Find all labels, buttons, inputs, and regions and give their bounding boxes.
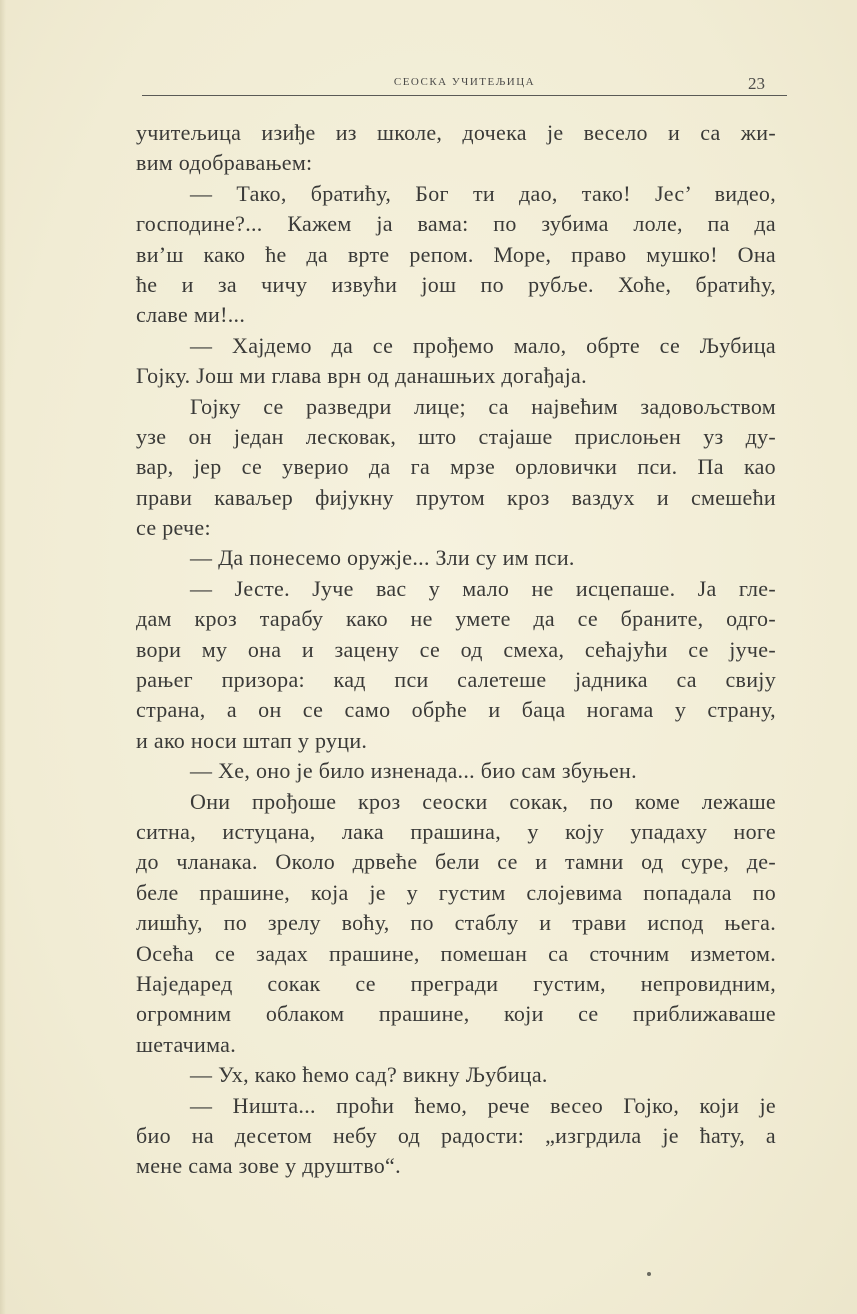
running-title: СЕОСКА УЧИТЕЉИЦА: [393, 76, 536, 88]
paper-speck: [647, 1272, 651, 1276]
text-line: се рече:: [136, 515, 211, 541]
page-number: 23: [748, 74, 765, 93]
text-line: био на десетом небу од радости: „изгрдила је ћату, а: [136, 1122, 776, 1148]
text-line: — Јесте. Јуче вас у мало не исцепаше. Ја гле-: [190, 575, 776, 601]
page-edge-shadow: [0, 0, 6, 1314]
running-head: [142, 74, 787, 94]
text-line: дам кроз тарабу како не умете да се браните, одго-: [136, 606, 776, 632]
text-line: страна, а он се само обрће и баца ногама у страну,: [136, 697, 776, 723]
text-line: — Ништа... проћи ћемо, рече весео Гојко, који је: [190, 1092, 776, 1118]
text-line: узе он један лесковак, што стајаше прислоњен уз ду-: [136, 423, 776, 449]
text-line: — Хајдемо да се прођемо мало, обрте се Љубица: [190, 332, 776, 358]
text-line: ви’ш како ће да врте репом. Море, право мушко! Она: [136, 241, 776, 267]
text-line: беле прашине, која је у густим слојевима попадала по: [136, 879, 776, 905]
text-line: Гојку. Још ми глава врн од данашњих догађаја.: [136, 363, 587, 389]
text-line: вим одобравањем:: [136, 150, 313, 176]
text-line: вар, јер се уверио да га мрзе орловички пси. Па као: [136, 454, 776, 480]
text-line: — Хе, оно је било изненада... био сам збуњен.: [190, 758, 637, 784]
text-line: Осећа се задах прашине, помешан са сточним изметом.: [136, 940, 776, 966]
text-line: — Тако, братићу, Бог ти дао, тако! Јес’ видео,: [190, 180, 776, 206]
text-line: ситна, истуцана, лака прашина, у коју упадаху ноге: [136, 818, 776, 844]
text-line: до чланака. Около дрвеће бели се и тамни од суре, де-: [136, 849, 776, 875]
text-line: шетачима.: [136, 1031, 237, 1057]
body-text: [136, 118, 776, 1182]
text-line: лишћу, по зрелу воћу, по стаблу и трави испод њега.: [136, 910, 776, 936]
text-line: мене сама зове у друштво“.: [136, 1153, 401, 1179]
text-line: учитељица изиђе из школе, дочека је весело и са жи-: [136, 120, 776, 145]
text-line: — Да понесемо оружје... Зли су им пси.: [190, 545, 575, 571]
text-line: Гојку се разведри лице; са највећим задовољством: [190, 393, 776, 419]
header-rule: [142, 95, 787, 96]
text-line: Они прођоше кроз сеоски сокак, по коме лежаше: [190, 788, 776, 814]
text-line: господине?... Кажем ја вама: по зубима лоле, па да: [136, 211, 776, 237]
text-line: прави каваљер фијукну прутом кроз ваздух и смешећи: [136, 484, 776, 510]
text-line: ће и за чичу извући још по рубље. Хоће, братићу,: [136, 271, 776, 297]
text-line: вори му она и зацену се од смеха, сећајући се јуче-: [136, 636, 776, 662]
text-line: рањег призора: кад пси салетеше јадника са свију: [136, 667, 776, 693]
text-line: Наједаред сокак се прегради густим, непровидним,: [136, 970, 776, 996]
text-line: славе ми!...: [136, 302, 246, 328]
text-line: — Ух, како ћемо сад? викну Љубица.: [190, 1062, 548, 1088]
text-line: и ако носи штап у руци.: [136, 727, 368, 753]
text-line: огромним облаком прашине, који се приближаваше: [136, 1001, 776, 1027]
